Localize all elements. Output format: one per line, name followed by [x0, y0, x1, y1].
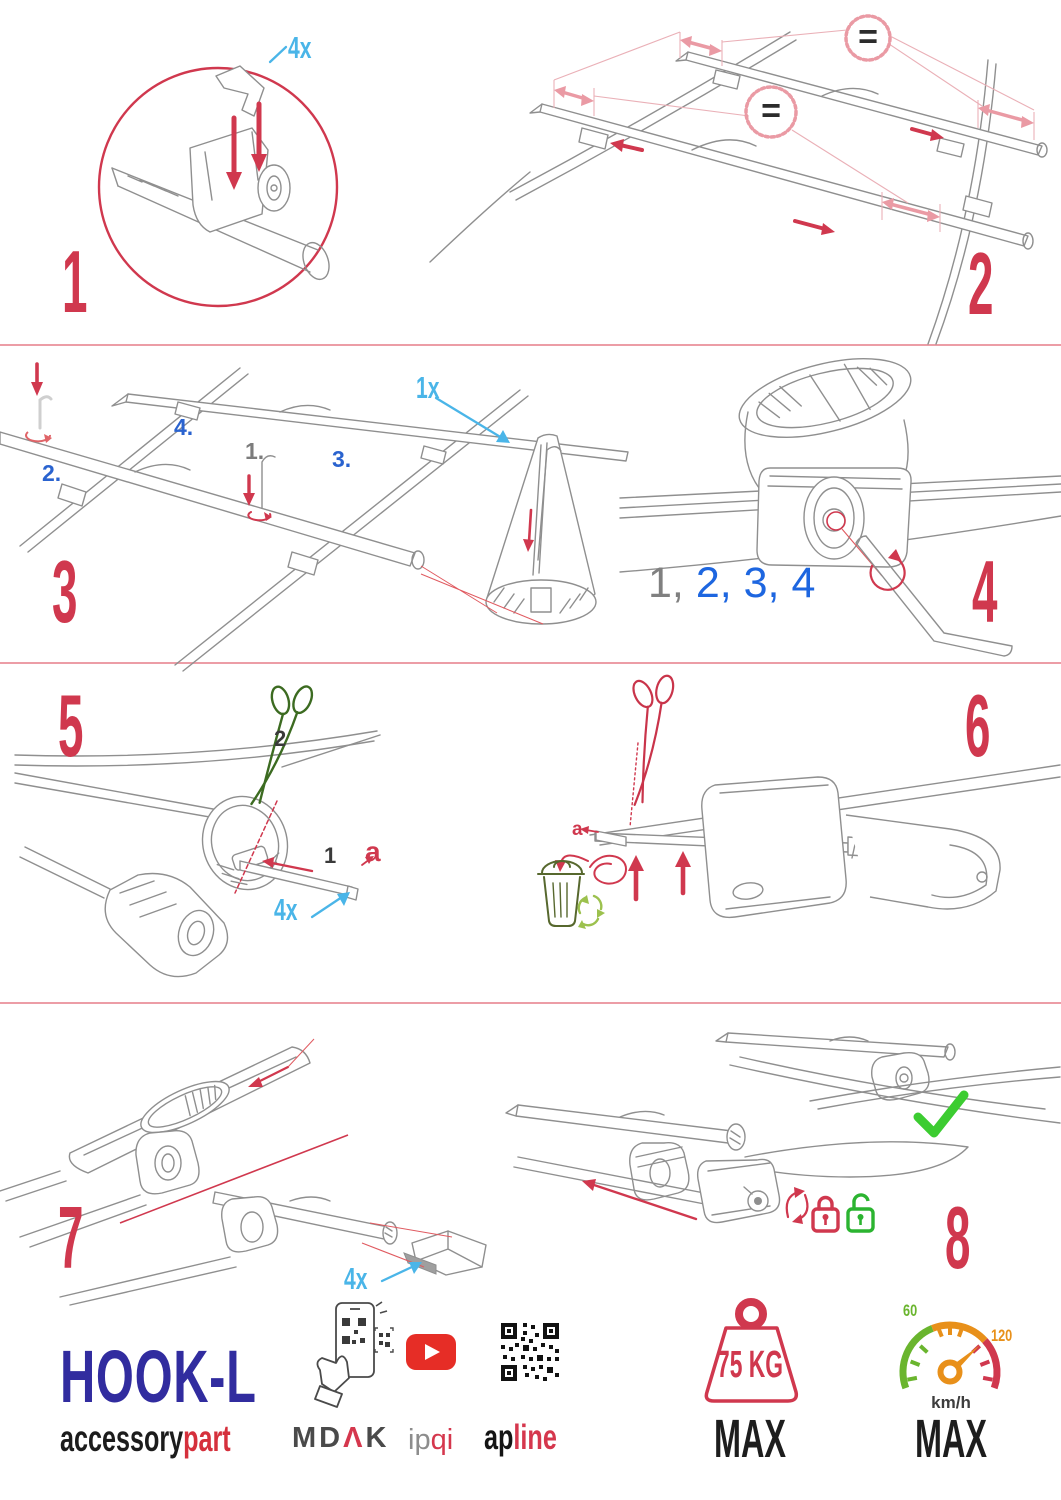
qr-code-icon — [499, 1321, 561, 1383]
equals-badge-mid: = — [761, 92, 781, 130]
weight-max-label: MAX — [714, 1409, 786, 1469]
trash-bin-icon — [538, 861, 584, 926]
speed-60-label: 60 — [903, 1301, 918, 1320]
step5-strap-label: 1 — [324, 843, 337, 868]
youtube-icon — [406, 1334, 456, 1370]
step3-illustration — [0, 350, 640, 660]
step5-a-label: a — [365, 836, 381, 867]
divider-3 — [0, 1002, 1061, 1004]
sequence-todo: 2, 3, 4 — [683, 559, 816, 607]
step7-qty-label: 4x — [344, 1261, 368, 1296]
step6-a-label: a — [572, 819, 583, 840]
step1-number: 1 — [62, 232, 88, 331]
lock-open-icon — [848, 1195, 873, 1231]
speed-unit-label: km/h — [931, 1393, 971, 1412]
step5-cut-label: 2 — [274, 726, 287, 751]
step5-number: 5 — [58, 676, 84, 775]
step3-label-3: 3. — [332, 446, 352, 472]
recycle-icon — [578, 895, 605, 929]
step2-number: 2 — [968, 234, 994, 333]
step8-illustration — [500, 1005, 1061, 1300]
mdak-logo: MDΛK — [292, 1422, 390, 1454]
lock-closed-icon — [813, 1198, 838, 1232]
sequence-done: 1, — [648, 559, 684, 607]
equals-badge-top: = — [858, 18, 878, 56]
step8-number: 8 — [945, 1188, 971, 1287]
qr-scan-phone-icon — [312, 1300, 397, 1408]
step4-sequence — [648, 559, 816, 607]
speed-max-label: MAX — [915, 1409, 987, 1469]
weight-value: 75 KG — [717, 1344, 783, 1386]
brand-red: part — [183, 1418, 231, 1459]
lock-cover-part — [698, 1159, 780, 1222]
product-name: HOOK-L — [60, 1335, 257, 1418]
divider-1 — [0, 344, 1061, 346]
apline-logo: apline — [484, 1418, 557, 1457]
step3-number: 3 — [52, 542, 78, 641]
step3-label-1: 1. — [245, 438, 265, 464]
speed-120-label: 120 — [991, 1326, 1013, 1345]
step6-number: 6 — [965, 676, 991, 775]
check-icon — [918, 1095, 964, 1133]
step3-qty-label: 1x — [416, 370, 440, 405]
step5-qty-label: 4x — [274, 892, 298, 927]
brand-black: accessory — [60, 1418, 184, 1459]
brand-logo — [60, 1420, 231, 1457]
ipqi-logo: ipqi — [408, 1424, 454, 1456]
divider-2 — [0, 662, 1061, 664]
step7-number: 7 — [58, 1188, 84, 1287]
step4-number: 4 — [972, 542, 998, 641]
step1-qty-label: 4x — [288, 30, 312, 65]
step3-label-2: 2. — [42, 460, 62, 486]
step3-label-4: 4. — [174, 414, 194, 440]
